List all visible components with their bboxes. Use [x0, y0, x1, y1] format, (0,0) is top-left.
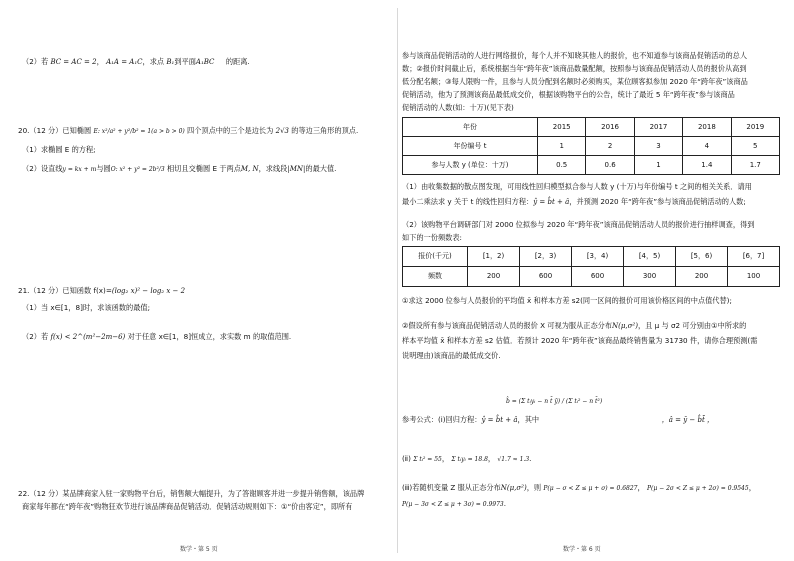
price-frequency-table [402, 246, 780, 287]
formula-b-hat: b̂ = (Σ tᵢyᵢ − n t̄ ȳ) / (Σ tᵢ² − n t̄²) [506, 398, 603, 405]
table-header-cell: 年份 [403, 118, 538, 137]
table-cell: [5，6) [676, 247, 728, 267]
question-21-stem: 21.（12 分）已知函数 f(x)=(log₂ x)² − log₂ x − 2 [18, 286, 186, 295]
table-row [403, 247, 780, 267]
table-cell: 1.7 [731, 156, 779, 175]
page-footer-6: 数学・第 6 页 [563, 546, 601, 553]
paragraph-2-line-1: （1）由收集数据的散点图发现，可用线性回归模型拟合参与人数 y (十万)与年份编号 t 之间的相关关系．请用 [402, 182, 752, 191]
table-cell: 300 [624, 267, 676, 287]
question-20-part-2: （2）设直线y = kx + m与圆O: x² + y² = 2b²/3 相切且交椭圆 E 于两点M, N，求线段|MN|的最大值. [22, 164, 337, 173]
table-cell: [2，3) [520, 247, 572, 267]
table-cell: 2 [586, 137, 634, 156]
reference-formula-1: 参考公式：(ⅰ)回归方程：ŷ = b̂t + â，其中 ，â = ȳ − b̂t̄ ， [402, 415, 714, 424]
question-21-part-1: （1）当 x∈[1，8]时，求该函数的最值; [22, 303, 150, 312]
paragraph-2-line-2: 最小二乘法求 y 关于 t 的线性回归方程：ŷ = b̂t + â，并预测 2020 年“跨年夜”参与该商品促销活动的人数; [402, 197, 746, 206]
reference-formula-3: (ⅲ)若随机变量 Z 服从正态分布N(μ,σ²)，则 P(μ − σ < Z ≤ μ + σ) = 0.6827， P(μ − 2σ < Z ≤ μ + 2σ) = 0.9545， [402, 483, 756, 492]
table-cell: 600 [520, 267, 572, 287]
paragraph-1-line-2: 数；②报价时间截止后，系统根据当年“跨年夜”该商品数量配额，按照参与该商品促销活动人员的报价从高到 [402, 64, 747, 73]
question-22-line-2: 商家每年都在“跨年夜”购物狂欢节进行该品牌商品促销活动．促销活动规则如下：①“价由客定”，即所有 [22, 502, 353, 511]
reference-formula-3-cont: P(μ − 3σ < Z ≤ μ + 3σ) = 0.9973. [402, 499, 507, 508]
table-cell: 5 [731, 137, 779, 156]
table-cell: 200 [676, 267, 728, 287]
paragraph-1-line-3: 低分配名额；③每人限购一件，且参与人员分配到名额时必须购买，某位顾客拟参加 2020 年“跨年夜”该商品 [402, 77, 748, 86]
table-cell: 0.5 [538, 156, 586, 175]
question-part-2: （2）若 BC = AC = 2， A₁A = A₁C，求点 B₁到平面A₁BC 的距离. [22, 57, 250, 66]
table-header-cell: 频数 [403, 267, 468, 287]
table-header-cell: 报价(千元) [403, 247, 468, 267]
question-22-line-1: 22.（12 分）某品牌商家入驻一家购物平台后，销售额大幅提升，为了答谢顾客并进一步提升销售额，该品牌 [18, 489, 365, 498]
question-20-part-1: （1）求椭圆 E 的方程; [22, 145, 96, 154]
table-cell: 2016 [586, 118, 634, 137]
table-row [403, 137, 780, 156]
table-row [403, 156, 780, 175]
subquestion-2-line-3: 说明理由)该商品的最低成交价. [402, 351, 501, 360]
table-header-cell: 年份编号 t [403, 137, 538, 156]
page-divider [397, 8, 398, 553]
paragraph-3-line-1: （2）该购物平台调研部门对 2000 位拟参与 2020 年“跨年夜”该商品促销活动人员的报价进行抽样调查，得到 [402, 220, 755, 229]
table-cell: [4，5) [624, 247, 676, 267]
table-cell: 600 [572, 267, 624, 287]
table-cell: 2018 [683, 118, 731, 137]
table-cell: [3，4) [572, 247, 624, 267]
subquestion-2-line-1: ②假设所有参与该商品促销活动人员的报价 X 可视为服从正态分布N(μ,σ²)，且 μ 与 σ2 可分别由①中所求的 [402, 321, 747, 330]
table-cell: 100 [728, 267, 780, 287]
subquestion-2-line-2: 样本平均值 x̄ 和样本方差 s2 估值．若预计 2020 年“跨年夜”该商品最终销售量为 31730 件，请你合理预测(需 [402, 336, 758, 345]
table-header-cell: 参与人数 y (单位：十万) [403, 156, 538, 175]
table-cell: 1.4 [683, 156, 731, 175]
paragraph-1-line-5: 促销活动的人数(如：十万)(见下表) [402, 103, 514, 112]
table-cell: [6，7] [728, 247, 780, 267]
table-cell: 2015 [538, 118, 586, 137]
paragraph-1-line-1: 参与该商品促销活动的人进行网络报价，每个人并不知晓其他人的报价，也不知道参与该商品促销活动的总人 [402, 51, 748, 60]
reference-formula-2: (ⅱ) Σ tᵢ² = 55， Σ tᵢyᵢ = 18.8， √1.7 ≈ 1.3. [402, 454, 532, 463]
table-cell: 0.6 [586, 156, 634, 175]
table-cell: 4 [683, 137, 731, 156]
question-20-stem: 20.（12 分）已知椭圆 E: x²/a² + y²/b² = 1(a > b > 0) 四个顶点中的三个是边长为 2√3 的等边三角形的顶点. [18, 126, 359, 135]
table-row [403, 118, 780, 137]
table-cell: 2019 [731, 118, 779, 137]
table-cell: [1，2) [468, 247, 520, 267]
table-cell: 200 [468, 267, 520, 287]
subquestion-1: ①求这 2000 位参与人员报价的平均值 x̄ 和样本方差 s2(同一区间的报价可用该价格区间的中点值代替); [402, 296, 732, 305]
table-cell: 2017 [634, 118, 682, 137]
page-footer-5: 数学・第 5 页 [180, 546, 218, 553]
table-cell: 1 [634, 156, 682, 175]
question-21-part-2: （2）若 f(x) < 2^(m²−2m−6) 对于任意 x∈[1，8]恒成立，求实数 m 的取值范围. [22, 332, 292, 341]
table-cell: 1 [538, 137, 586, 156]
table-cell: 3 [634, 137, 682, 156]
participants-table [402, 117, 780, 175]
paragraph-3-line-2: 如下的一份频数表: [402, 233, 462, 242]
table-row [403, 267, 780, 287]
paragraph-1-line-4: 促销活动，他为了预测该商品最低成交价，根据该购物平台的公告，统计了最近 5 年“跨年夜”参与该商品 [402, 90, 735, 99]
